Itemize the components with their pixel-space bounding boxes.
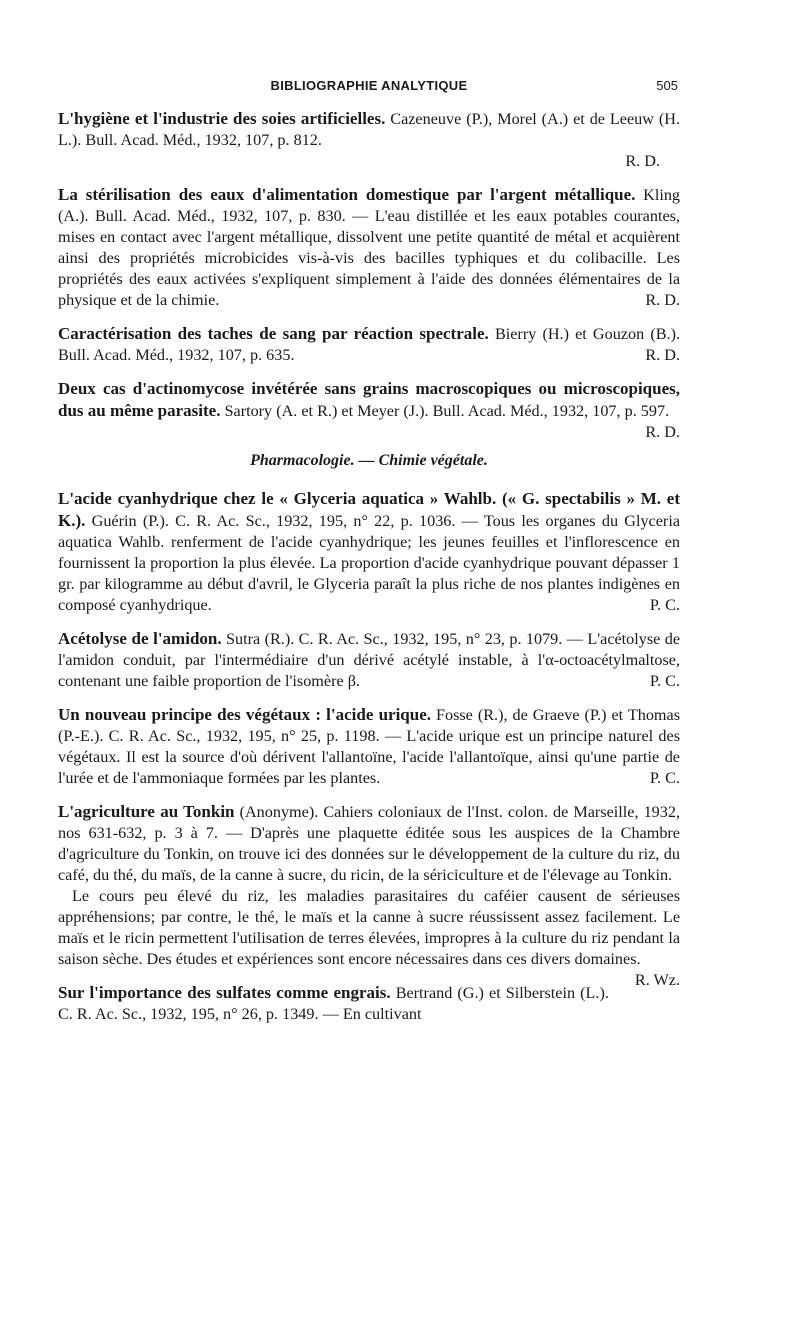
entry-title: Deux cas d'actinomycose invétérée sans grains macroscopiques ou microscopiques, dus au même parasite. bbox=[58, 379, 680, 420]
running-title: BIBLIOGRAPHIE ANALYTIQUE bbox=[270, 78, 468, 93]
entry-title: Caractérisation des taches de sang par réaction spectrale. bbox=[58, 324, 489, 343]
entry-citation: Bierry (H.) et Gouzon (B.). Bull. Acad. Méd., 1932, 107, p. 635. bbox=[58, 325, 681, 364]
bibliography-entry bbox=[58, 488, 680, 616]
entry-title: Acétolyse de l'amidon. bbox=[58, 629, 222, 648]
entry-citation: Fosse (R.), de Graeve (P.) et Thomas (P.-E.). C. R. Ac. Sc., 1932, 195, n° 25, p. 1198. — bbox=[58, 706, 680, 745]
entry-title: L'agriculture au Tonkin bbox=[58, 802, 235, 821]
entry-text: Tous les organes du Glyceria aquatica Wahlb. renferment de l'acide cyanhydrique; les jeunes feuilles et l'inflorescence en fournissent la proportion la plus élevée. La proportion d'acide cyanhydrique pouvant dépasser 1 gr. par kilogramme au début d'avril, le Glyceria paraît la plus riche de nos plantes indigènes en composé cyanhydrique. bbox=[58, 512, 680, 614]
entry-title: Sur l'importance des sulfates comme engrais. bbox=[58, 983, 391, 1002]
entry-paragraph bbox=[58, 886, 680, 989]
entry-text: L'eau distillée et les eaux potables courantes, mises en contact avec l'argent métallique, dissolvent une petite quantité de métal et acquièrent ainsi des propriétés microbicides vis-à-vis des bacilles typhiques et du colibacille. Les propriétés des eaux activées s'expliquent simplement à l'aide des données élémentaires de la physique et de la chimie. bbox=[58, 207, 680, 309]
entry-citation: Guérin (P.). C. R. Ac. Sc., 1932, 195, n° 22, p. 1036. — bbox=[91, 512, 478, 530]
entry-signature: R. D. bbox=[625, 152, 660, 170]
entry-text: L'acétolyse de l'amidon conduit, par l'intermédiaire d'un dérivé acétylé instable, à l'α-octoacétylmaltose, contenant une faible proportion de l'isomère β. bbox=[58, 630, 681, 690]
entry-citation: Kling (A.). Bull. Acad. Méd., 1932, 107, p. 830. — bbox=[58, 186, 681, 225]
bibliography-entry bbox=[58, 801, 681, 989]
bibliography-entry bbox=[58, 628, 680, 692]
entry-citation: Bertrand (G.) et Silberstein (L.). C. R. Ac. Sc., 1932, 195, n° 26, p. 1349. — bbox=[58, 984, 609, 1023]
entry-signature: R. D. bbox=[645, 291, 680, 309]
entry-title: La stérilisation des eaux d'alimentation domestique par l'argent métallique. bbox=[58, 185, 636, 204]
entry-citation: Cazeneuve (P.), Morel (A.) et de Leeuw (H. L.). Bull. Acad. Méd., 1932, 107, p. 812. bbox=[58, 110, 681, 149]
entry-citation: Sartory (A. et R.) et Meyer (J.). Bull. Acad. Méd., 1932, 107, p. 597. bbox=[224, 402, 670, 420]
entry-signature: R. D. bbox=[645, 423, 680, 441]
document-page bbox=[58, 72, 680, 1025]
entry-citation: Sutra (R.). C. R. Ac. Sc., 1932, 195, n° 23, p. 1079. — bbox=[226, 630, 583, 648]
entry-title: L'hygiène et l'industrie des soies artificielles. bbox=[58, 109, 386, 128]
entry-text: D'après une plaquette éditée sous les auspices de la Chambre d'agriculture du Tonkin, on trouve ici des données sur le développement de la culture du riz, du café, du thé, du maïs, de la canne à sucre, du ricin, de la sériciculture et de l'élevage au Tonkin. bbox=[58, 824, 680, 884]
entry-text-continued: Le cours peu élevé du riz, les maladies parasitaires du caféier causent de sérieuses appréhensions; par contre, le thé, le maïs et la canne à sucre réussissent assez facilement. Le maïs et le ricin permettent l'utilisation de terres élevées, impropres à la culture du riz pendant la saison sèche. Des études et expériences sont encore nécessaires dans ces divers domaines. bbox=[58, 887, 680, 968]
section-heading: Pharmacologie. — Chimie végétale. bbox=[250, 452, 488, 469]
entry-signature: R. D. bbox=[645, 346, 680, 364]
page-header bbox=[58, 72, 680, 96]
entry-signature: P. C. bbox=[649, 596, 680, 614]
entry-text: En cultivant bbox=[342, 1005, 422, 1023]
entry-signature: P. C. bbox=[649, 672, 680, 690]
bibliography-entry bbox=[58, 184, 680, 311]
entry-text: L'acide urique est un principe naturel des végétaux. Il est la source d'où dérivent l'allantoïne, l'acide l'allantoïque, ainsi qu'une partie de l'urée et de l'ammoniaque formées par les plantes. bbox=[58, 727, 681, 787]
entry-title: L'acide cyanhydrique chez le « Glyceria aquatica » Wahlb. (« G. spectabilis » M. et K.). bbox=[58, 489, 680, 530]
bibliography-entry bbox=[58, 982, 680, 1025]
bibliography-entry bbox=[58, 323, 680, 366]
bibliography-entry bbox=[58, 108, 680, 172]
entry-signature: R. Wz. bbox=[634, 971, 680, 989]
bibliography-entry bbox=[58, 704, 680, 789]
entry-signature: P. C. bbox=[649, 769, 680, 787]
bibliography-entry bbox=[58, 378, 680, 441]
entry-citation: (Anonyme). Cahiers coloniaux de l'Inst. colon. de Marseille, 1932, nos 631-632, p. 3 à 7. — bbox=[58, 803, 681, 842]
page-number: 505 bbox=[656, 78, 678, 93]
entry-title: Un nouveau principe des végétaux : l'acide urique. bbox=[58, 705, 431, 724]
